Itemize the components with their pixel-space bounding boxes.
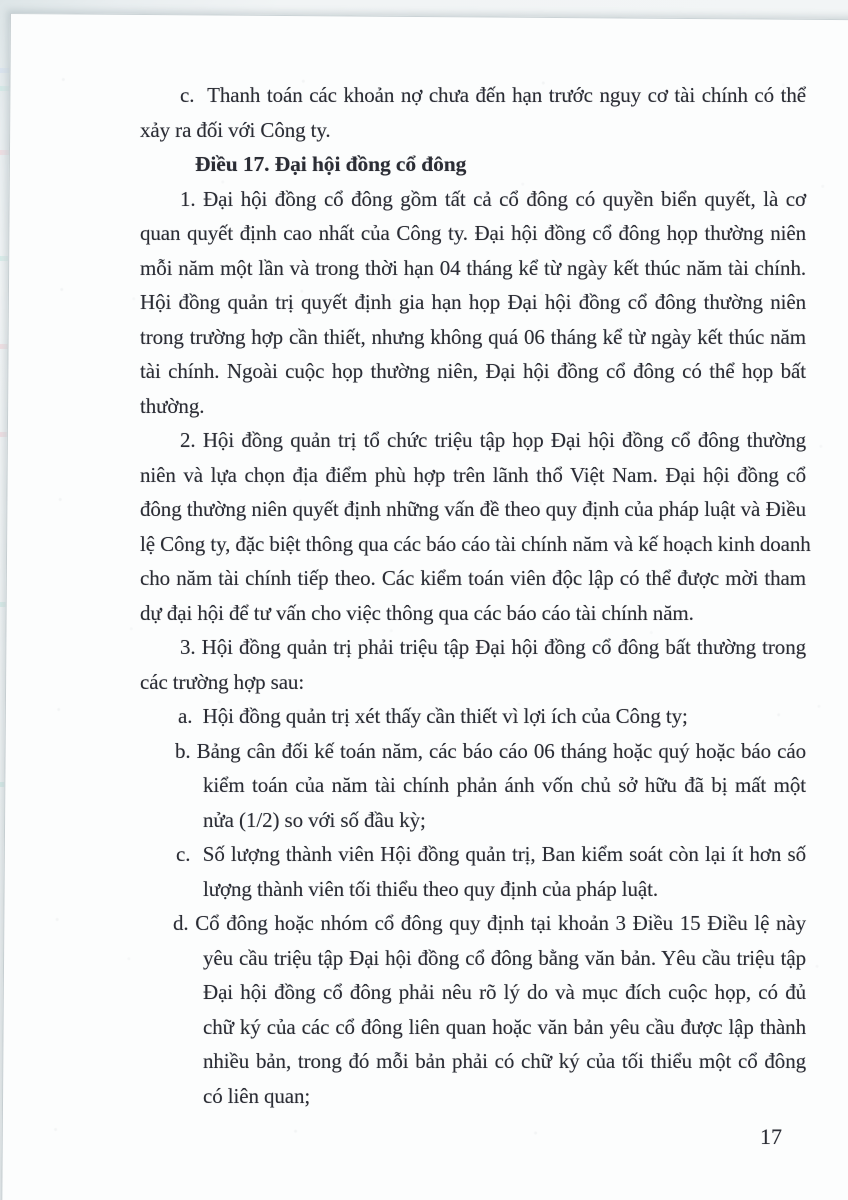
text-line: 1. Đại hội đồng cổ đông gồm tất cả cổ đông có quyền biển quyết, là cơ: [180, 186, 806, 211]
text-line: lượng thành viên tối thiểu theo quy định của pháp luật.: [203, 876, 658, 901]
text-line: Hội đồng quản trị quyết định gia hạn họp Đại hội đồng cổ đông thường niên: [140, 290, 806, 314]
text-line: có liên quan;: [203, 1083, 311, 1108]
text-line: d. Cổ đông hoặc nhóm cổ đông quy định tại khoản 3 Điều 15 Điều lệ này: [173, 911, 806, 935]
text-line: 3. Hội đồng quản trị phải triệu tập Đại hội đồng cổ đông bất thường trong: [180, 635, 806, 659]
text-line: lệ Công ty, đặc biệt thông qua các báo cáo tài chính năm và kế hoạch kinh doanh: [140, 531, 811, 556]
text-line: quan quyết định cao nhất của Công ty. Đại hội đồng cổ đông họp thường niên: [140, 221, 806, 245]
text-line: nửa (1/2) so với số đầu kỳ;: [203, 807, 426, 832]
text-line: kiểm toán của năm tài chính phản ánh vốn chủ sở hữu đã bị mất một: [203, 773, 806, 797]
text-line: nhiều bản, trong đó mỗi bản phải có chữ ký của tối thiểu một cổ đông: [203, 1049, 806, 1073]
text-line: chữ ký của các cổ đông liên quan hoặc văn bản yêu cầu được lập thành: [203, 1014, 806, 1039]
page-number: 17: [760, 1124, 782, 1149]
text-line: b. Bảng cân đối kế toán năm, các báo cáo 06 tháng hoặc quý hoặc báo cáo: [175, 738, 806, 763]
text-line: thường.: [140, 393, 205, 418]
text-line: xảy ra đối với Công ty.: [140, 117, 331, 142]
text-line: Đại hội đồng cổ đông phải nêu rõ lý do và mục đích cuộc họp, có đủ: [203, 980, 806, 1004]
text-line: trong trường hợp cần thiết, nhưng không quá 06 tháng kể từ ngày kết thúc năm: [140, 324, 806, 349]
text-line: đông thường niên quyết định những vấn đề theo quy định của pháp luật và Điều: [140, 497, 806, 521]
text-line: các trường hợp sau:: [140, 669, 305, 694]
text-line: tài chính. Ngoài cuộc họp thường niên, Đại hội đồng cổ đông có thể họp bất: [140, 359, 806, 383]
text-line: mỗi năm một lần và trong thời hạn 04 tháng kể từ ngày kết thúc năm tài chính.: [140, 255, 806, 280]
text-line: c. Thanh toán các khoản nợ chưa đến hạn trước nguy cơ tài chính có thể: [180, 83, 806, 107]
text-line: c. Số lượng thành viên Hội đồng quản trị, Ban kiểm soát còn lại ít hơn số: [176, 842, 806, 866]
article-heading: Điều 17. Đại hội đồng cổ đông: [195, 152, 467, 176]
text-line: cho năm tài chính tiếp theo. Các kiểm toán viên độc lập có thể được mời tham: [140, 566, 806, 590]
text-line: niên và lựa chọn địa điểm phù hợp trên lãnh thổ Việt Nam. Đại hội đồng cổ: [140, 462, 806, 487]
text-line: 2. Hội đồng quản trị tổ chức triệu tập họp Đại hội đồng cổ đông thường: [180, 428, 806, 452]
text-line: dự đại hội để tư vấn cho việc thông qua các báo cáo tài chính năm.: [140, 600, 694, 625]
text-line: a. Hội đồng quản trị xét thấy cần thiết vì lợi ích của Công ty;: [178, 704, 688, 728]
document-text: [140, 78, 811, 1113]
text-line: yêu cầu triệu tập Đại hội đồng cổ đông bằng văn bản. Yêu cầu triệu tập: [203, 945, 806, 970]
